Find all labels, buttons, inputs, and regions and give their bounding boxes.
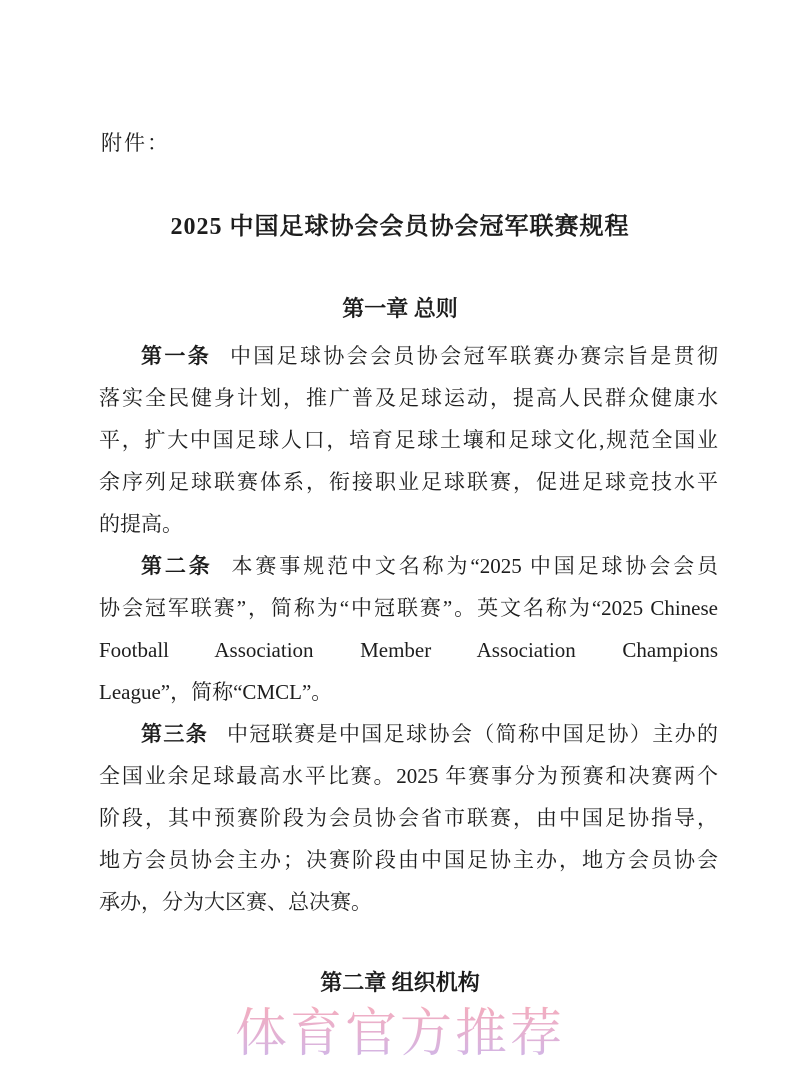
watermark-text: 体育官方推荐 bbox=[0, 1005, 800, 1065]
document-title: 2025 中国足球协会会员协会冠军联赛规程 bbox=[170, 214, 630, 240]
article-1-line-2: 落实全民健身计划，推广普及足球运动，提高人民群众健康水 bbox=[99, 386, 718, 410]
article-2-line-2: 协会冠军联赛”，简称为“中冠联赛”。英文名称为“2025 Chinese bbox=[99, 596, 718, 620]
attachment-label: 附件： bbox=[101, 131, 170, 155]
article-1-line-5: 的提高。 bbox=[99, 512, 183, 536]
chapter-1-heading: 第一章 总则 bbox=[342, 296, 458, 321]
article-3-line-2: 全国业余足球最高水平比赛。2025 年赛事分为预赛和决赛两个 bbox=[99, 764, 718, 788]
article-3-line-5: 承办，分为大区赛、总决赛。 bbox=[99, 890, 372, 914]
article-1-line-3: 平，扩大中国足球人口，培育足球土壤和足球文化,规范全国业 bbox=[99, 428, 718, 452]
article-2-line-4: League”，简称“CMCL”。 bbox=[99, 680, 333, 704]
article-2-line-1 bbox=[99, 545, 718, 587]
article-3-line-3: 阶段，其中预赛阶段为会员协会省市联赛，由中国足协指导， bbox=[99, 806, 718, 830]
article-3-line-1-text: 中冠联赛是中国足球协会（简称中国足协）主办的 bbox=[227, 722, 718, 746]
article-1-line-1 bbox=[99, 335, 718, 377]
document-body bbox=[99, 335, 718, 923]
article-3-label: 第三条 bbox=[141, 722, 209, 746]
article-1-label: 第一条 bbox=[141, 344, 212, 368]
article-1-line-1-text: 中国足球协会会员协会冠军联赛办赛宗旨是贯彻 bbox=[229, 344, 719, 368]
article-2-line-3: Football Association Member Association Champions bbox=[99, 638, 718, 662]
article-3-line-1 bbox=[99, 713, 718, 755]
article-2-label: 第二条 bbox=[141, 554, 213, 578]
article-2-line-1-text: 本赛事规范中文名称为“2025 中国足球协会会员 bbox=[231, 554, 718, 578]
article-1-line-4: 余序列足球联赛体系，衔接职业足球联赛，促进足球竞技水平 bbox=[99, 470, 718, 494]
article-3-line-4: 地方会员协会主办；决赛阶段由中国足协主办，地方会员协会 bbox=[99, 848, 718, 872]
chapter-2-heading: 第二章 组织机构 bbox=[320, 970, 480, 995]
